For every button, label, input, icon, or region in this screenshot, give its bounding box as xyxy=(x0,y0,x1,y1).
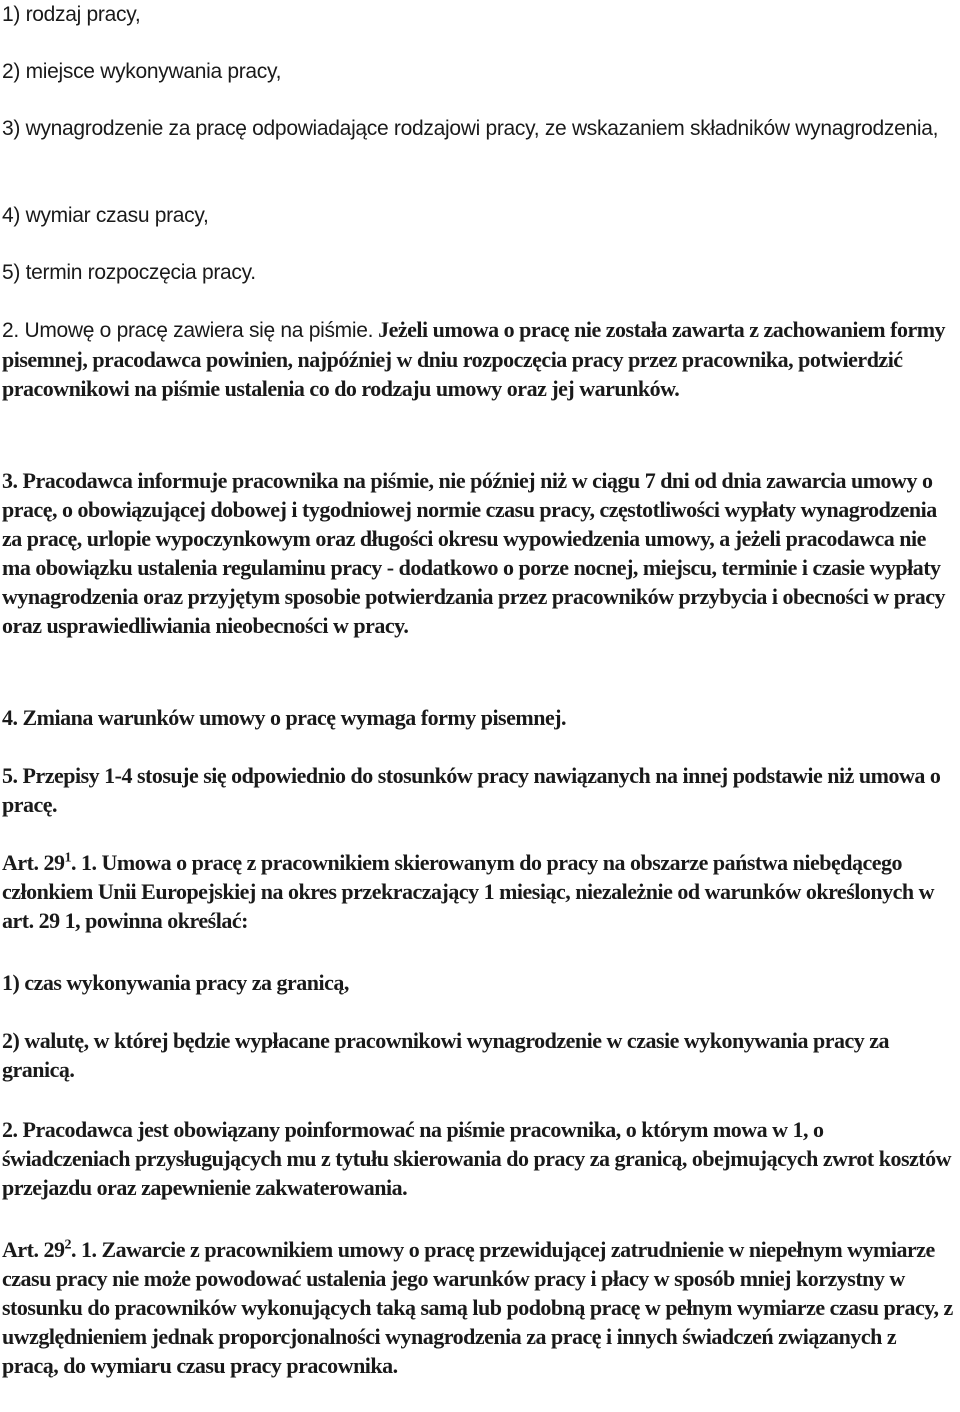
article-29-1-superscript: 1 xyxy=(64,850,71,866)
paragraph-2 xyxy=(2,315,954,403)
article-29-1-text: . 1. Umowa o pracę z pracownikiem skierowanym do pracy na obszarze państwa niebędącego członkiem Unii Europejskiej na okres przekraczający 1 miesiąc, niezależnie od warunków określonych w art. 29 1, powinna określać: xyxy=(2,850,934,933)
list-item: 4) wymiar czasu pracy, xyxy=(2,204,209,227)
article-29-1-paragraph-2: 2. Pracodawca jest obowiązany poinformować na piśmie pracownika, o którym mowa w 1, o świadczeniach przysługujących mu z tytułu skierowania do pracy za granicą, obejmujących zwrot kosztów przejazdu oraz zapewnienie zakwaterowania. xyxy=(2,1117,952,1200)
article-29-2-prefix: Art. 29 xyxy=(2,1237,65,1262)
list-item: 3) wynagrodzenie za pracę odpowiadające rodzajowi pracy, ze wskazaniem składników wynagrodzenia, xyxy=(2,117,939,140)
list-item: 1) czas wykonywania pracy za granicą, xyxy=(2,970,349,995)
article-29-2 xyxy=(2,1235,954,1380)
paragraph-4: 4. Zmiana warunków umowy o pracę wymaga formy pisemnej. xyxy=(2,705,567,730)
paragraph-2-intro: 2. Umowę o pracę zawiera się na piśmie. xyxy=(2,319,374,342)
article-29-1 xyxy=(2,848,954,935)
paragraph-5: 5. Przepisy 1-4 stosuje się odpowiednio do stosunków pracy nawiązanych na innej podstawie niż umowa o pracę. xyxy=(2,763,941,817)
article-29-1-prefix: Art. 29 xyxy=(2,850,65,875)
article-29-2-text: . 1. Zawarcie z pracownikiem umowy o pracę przewidującej zatrudnienie w niepełnym wymiarze czasu pracy nie może powodować ustalenia jego warunków pracy i płacy w sposób mniej korzystny w stosunku do pracowników wykonujących taką samą lub podobną pracę w pełnym wymiarze czasu pracy, z uwzględnieniem jednak proporcjonalności wynagrodzenia za pracę i innych świadczeń związanych z pracą, do wymiaru czasu pracy pracownika. xyxy=(2,1237,953,1378)
article-29-2-superscript: 2 xyxy=(64,1237,71,1253)
list-item: 1) rodzaj pracy, xyxy=(2,3,141,26)
list-item: 2) miejsce wykonywania pracy, xyxy=(2,60,282,83)
list-item: 5) termin rozpoczęcia pracy. xyxy=(2,261,256,284)
paragraph-2-body: Jeżeli umowa o pracę nie została zawarta z zachowaniem formy pisemnej, pracodawca powinien, najpóźniej w dniu rozpoczęcia pracy przez pracownika, potwierdzić pracownikowi na piśmie ustalenia co do rodzaju umowy oraz jej warunków. xyxy=(2,317,946,401)
list-item: 2) walutę, w której będzie wypłacane pracownikowi wynagrodzenie w czasie wykonywania pracy za granicą. xyxy=(2,1028,890,1082)
paragraph-3: 3. Pracodawca informuje pracownika na piśmie, nie później niż w ciągu 7 dni od dnia zawarcia umowy o pracę, o obowiązującej dobowej i tygodniowej normie czasu pracy, częstotliwości wypłaty wynagrodzenia za pracę, urlopie wypoczynkowym oraz długości okresu wypowiedzenia umowy, a jeżeli pracodawca nie ma obowiązku ustalenia regulaminu pracy - dodatkowo o porze nocnej, miejscu, terminie i czasie wypłaty wynagrodzenia oraz przyjętym sposobie potwierdzania przez pracowników przybycia i obecności w pracy oraz usprawiedliwiania nieobecności w pracy. xyxy=(2,468,946,638)
